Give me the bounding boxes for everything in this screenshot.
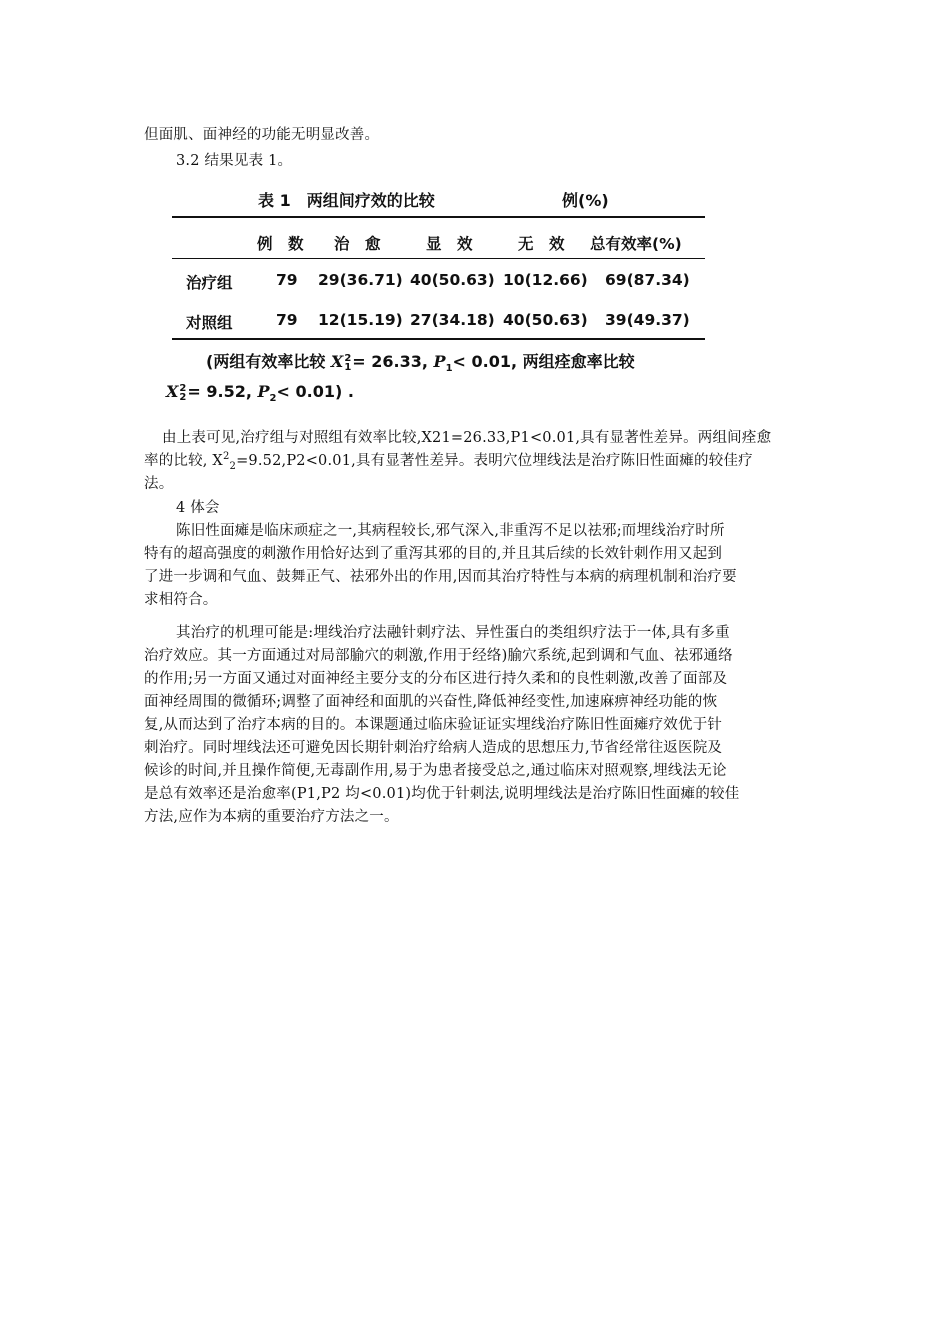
text-line: 但面肌、面神经的功能无明显改善。 <box>144 127 380 143</box>
text-line: 是总有效率还是治愈率(P1,P2 均<0.01)均优于针刺法,说明埋线法是治疗陈旧性面瘫的较佳 <box>144 786 740 802</box>
table-header-cell: 无 效 <box>518 235 565 253</box>
text-line: 由上表可见,治疗组与对照组有效率比较,X21=26.33,P1<0.01,具有显著性差异。两组间痊愈 <box>162 430 772 446</box>
text-line: 刺治疗。同时埋线法还可避免因长期针刺治疗给病人造成的思想压力,节省经常往返医院及 <box>144 740 723 756</box>
section-heading-4: 4 体会 <box>176 500 220 516</box>
text-line: 陈旧性面瘫是临床顽症之一,其病程较长,邪气深入,非重泻不足以祛邪;而埋线治疗时所 <box>176 523 725 539</box>
p-symbol: P <box>257 382 270 401</box>
table-top-rule <box>172 216 705 218</box>
table-cell: 12(15.19) <box>318 311 403 329</box>
table-cell-group: 治疗组 <box>186 274 233 292</box>
table-cell: 10(12.66) <box>503 271 588 289</box>
table-unit: 例(%) <box>562 191 609 210</box>
text-line: 候诊的时间,并且操作简便,无毒副作用,易于为患者接受总之,通过临床对照观察,埋线法无论 <box>144 763 727 779</box>
table-header-cell: 显 效 <box>426 235 473 253</box>
chi-square-symbol: X <box>330 352 344 371</box>
chi-square-symbol: X <box>166 382 179 401</box>
table-cell: 40(50.63) <box>410 271 495 289</box>
table-note-line-1: (两组有效率比较 X 2 1 = 26.33, $P_1< 0.01$, 两组痊愈率比较 <box>206 352 635 375</box>
text-line: 方法,应作为本病的重要治疗方法之一。 <box>144 809 399 825</box>
table-header-cell: 治 愈 <box>334 235 381 253</box>
text-line: 复,从而达到了治疗本病的目的。本课题通过临床验证证实埋线治疗陈旧性面瘫疗效优于针 <box>144 717 723 733</box>
table-cell: 39(49.37) <box>605 311 690 329</box>
text-line: 特有的超高强度的刺激作用恰好达到了重泻其邪的目的,并且其后续的长效针刺作用又起到 <box>144 546 723 562</box>
table-header-cell: 例 数 <box>257 235 304 253</box>
table-cell: 27(34.18) <box>410 311 495 329</box>
table-caption: 表 1 两组间疗效的比较 <box>258 191 435 210</box>
text-line: 的作用;另一方面又通过对面神经主要分支的分布区进行持久柔和的良性刺激,改善了面部及 <box>144 671 728 687</box>
table-cell: 29(36.71) <box>318 271 403 289</box>
p-symbol: P <box>433 352 446 371</box>
text-line: 法。 <box>144 476 174 492</box>
text-line: 求相符合。 <box>144 592 218 608</box>
text-line: 其治疗的机理可能是:埋线治疗法融针刺疗法、异性蛋白的类组织疗法于一体,具有多重 <box>176 625 730 641</box>
table-cell: 69(87.34) <box>605 271 690 289</box>
table-bottom-rule <box>172 338 705 340</box>
text-line: 面神经周围的微循环;调整了面神经和面肌的兴奋性,降低神经变性,加速麻痹神经功能的恢 <box>144 694 718 710</box>
table-cell: 79 <box>276 311 298 329</box>
table-cell: 79 <box>276 271 298 289</box>
table-cell-group: 对照组 <box>186 314 233 332</box>
table-header-cell: 总有效率(%) <box>590 235 682 253</box>
text-line: 率的比较, $X^2_2=9.52,P2<0.01$,具有显著性差异。表明穴位埋线法是治疗陈旧性面瘫的较佳疗 <box>144 451 753 472</box>
table-note-line-2: X 2 2 = 9.52, $P_2< 0.01$) . <box>166 382 354 405</box>
text-line: 治疗效应。其一方面通过对局部腧穴的刺激,作用于经络)腧穴系统,起到调和气血、祛邪通络 <box>144 648 733 664</box>
text-line: 了进一步调和气血、鼓舞正气、祛邪外出的作用,因而其治疗特性与本病的病理机制和治疗要 <box>144 569 737 585</box>
table-cell: 40(50.63) <box>503 311 588 329</box>
section-heading-3-2: 3.2 结果见表 1。 <box>176 153 293 169</box>
table-header-rule <box>172 258 705 259</box>
